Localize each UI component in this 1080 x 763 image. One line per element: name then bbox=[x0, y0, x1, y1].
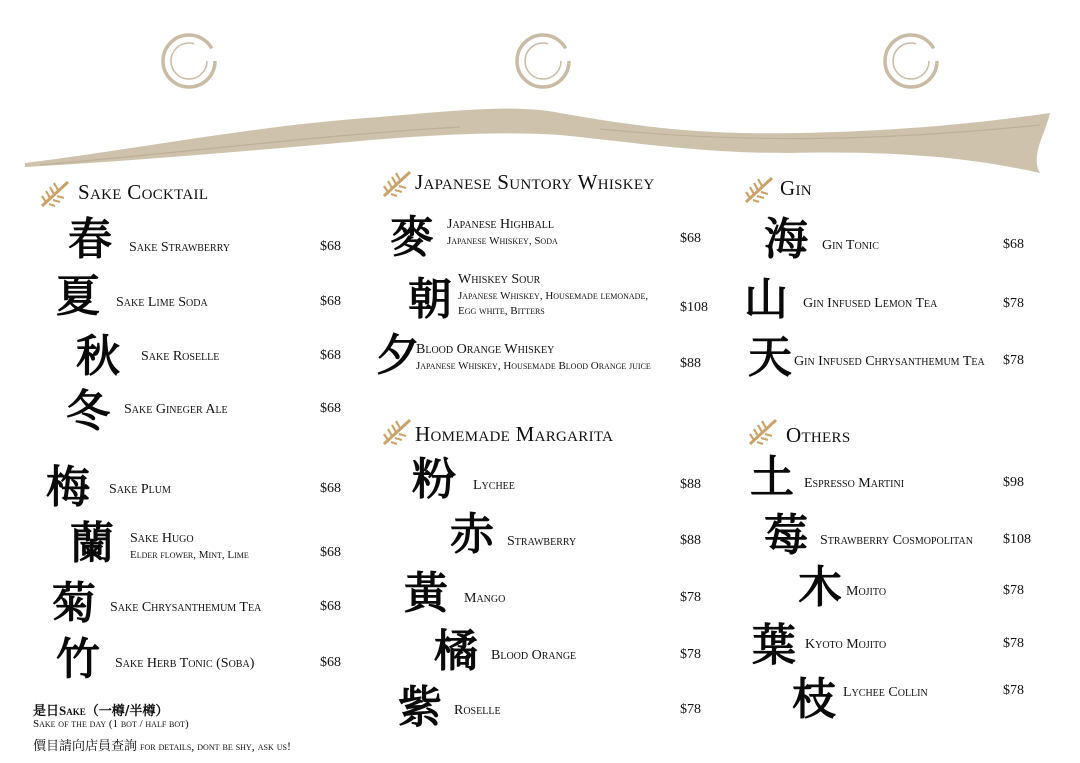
menu-item-name: Espresso Martini bbox=[804, 476, 905, 491]
menu-item-name: Sake Hugo bbox=[130, 531, 194, 546]
menu-item-name: Sake Plum bbox=[109, 482, 171, 497]
menu-item-name: Sake Gineger Ale bbox=[124, 402, 228, 417]
menu-item-price: $78 bbox=[1003, 636, 1024, 651]
menu-item-price: $68 bbox=[1003, 237, 1024, 252]
kanji-glyph: 紫 bbox=[398, 682, 442, 733]
sake-of-the-day-portion: （一樽/半樽） bbox=[85, 704, 169, 719]
menu-item-price: $108 bbox=[680, 300, 708, 315]
menu-item-price: $78 bbox=[680, 590, 701, 605]
menu-item-name: Roselle bbox=[454, 703, 501, 718]
menu-item-price: $78 bbox=[1003, 683, 1024, 698]
menu-item-price: $68 bbox=[320, 239, 341, 254]
menu-item-price: $78 bbox=[680, 647, 701, 662]
menu-item-name: Sake Lime Soda bbox=[116, 295, 208, 310]
menu-item-name: Mojito bbox=[846, 584, 887, 599]
kanji-glyph: 枝 bbox=[792, 674, 836, 725]
sake-of-the-day-subtitle: Sake of the day (1 bot / half bot) bbox=[33, 718, 189, 730]
menu-item-name: Mango bbox=[464, 591, 506, 606]
menu-item-price: $68 bbox=[320, 599, 341, 614]
menu-item-name: Blood Orange Whiskey bbox=[416, 342, 555, 357]
sake-of-the-day-title bbox=[33, 700, 169, 719]
wheat-brush-icon bbox=[742, 172, 776, 206]
menu-item-price: $68 bbox=[320, 481, 341, 496]
menu-item-price: $88 bbox=[680, 477, 701, 492]
kanji-glyph: 春 bbox=[68, 214, 112, 265]
menu-item-description: Japanese Whiskey, Housemade Blood Orange juice bbox=[416, 360, 651, 372]
menu-item-price: $68 bbox=[320, 348, 341, 363]
menu-item-name: Gin Infused Lemon Tea bbox=[803, 296, 938, 311]
wheat-brush-icon bbox=[746, 414, 780, 448]
sake-of-the-day-en: Sake bbox=[59, 703, 86, 718]
kanji-glyph: 葉 bbox=[752, 620, 796, 671]
section-title-sake-cocktail: Sake Cocktail bbox=[78, 180, 209, 204]
kanji-glyph: 橘 bbox=[434, 626, 478, 677]
section-title-gin: Gin bbox=[780, 176, 812, 200]
menu-item-price: $88 bbox=[680, 356, 701, 371]
menu-item-price: $78 bbox=[1003, 353, 1024, 368]
menu-item-price: $68 bbox=[680, 231, 701, 246]
wheat-brush-icon bbox=[380, 166, 414, 200]
menu-item-price: $78 bbox=[1003, 296, 1024, 311]
kanji-glyph: 蘭 bbox=[70, 518, 114, 569]
kanji-glyph: 秋 bbox=[76, 331, 120, 382]
menu-item-name: Lychee Collin bbox=[843, 685, 928, 700]
menu-item-description: Egg white, Bitters bbox=[458, 305, 545, 317]
menu-item-name: Sake Chrysanthemum Tea bbox=[110, 600, 262, 615]
menu-item-price: $88 bbox=[680, 533, 701, 548]
menu-item-name: Kyoto Mojito bbox=[805, 637, 887, 652]
section-title-others: Others bbox=[786, 423, 851, 447]
kanji-glyph: 木 bbox=[798, 562, 842, 613]
menu-item-name: Gin Tonic bbox=[822, 238, 879, 253]
menu-item-price: $78 bbox=[1003, 583, 1024, 598]
menu-item-price: $68 bbox=[320, 655, 341, 670]
kanji-glyph: 冬 bbox=[66, 386, 110, 437]
menu-item-name: Lychee bbox=[473, 478, 515, 493]
enso-circle-icon bbox=[882, 32, 940, 90]
kanji-glyph: 麥 bbox=[390, 212, 434, 263]
enso-circle-icon bbox=[160, 32, 218, 90]
kanji-glyph: 莓 bbox=[764, 510, 808, 561]
menu-item-description: Japanese Whiskey, Soda bbox=[447, 235, 558, 247]
menu-item-price: $68 bbox=[320, 545, 341, 560]
kanji-glyph: 粉 bbox=[412, 454, 456, 505]
menu-item-name: Sake Roselle bbox=[141, 349, 220, 364]
menu-item-price: $78 bbox=[680, 702, 701, 717]
menu-item-name: Sake Herb Tonic (Soba) bbox=[115, 656, 255, 671]
kanji-glyph: 夕 bbox=[376, 330, 420, 381]
sake-of-the-day-cn: 是日 bbox=[33, 704, 60, 719]
kanji-glyph: 夏 bbox=[56, 271, 100, 322]
kanji-glyph: 天 bbox=[748, 332, 792, 383]
kanji-glyph: 赤 bbox=[450, 509, 494, 560]
wheat-brush-icon bbox=[38, 176, 72, 210]
section-title-margarita: Homemade Margarita bbox=[415, 422, 614, 446]
wheat-brush-icon bbox=[380, 414, 414, 448]
kanji-glyph: 菊 bbox=[52, 578, 96, 629]
kanji-glyph: 海 bbox=[764, 214, 808, 265]
enso-circle-icon bbox=[514, 32, 572, 90]
menu-item-name: Blood Orange bbox=[491, 648, 577, 663]
menu-item-name: Strawberry bbox=[507, 534, 577, 549]
kanji-glyph: 朝 bbox=[408, 274, 452, 325]
kanji-glyph: 黃 bbox=[404, 568, 448, 619]
menu-item-price: $68 bbox=[320, 401, 341, 416]
menu-item-name: Whiskey Sour bbox=[458, 272, 541, 287]
menu-item-name: Japanese Highball bbox=[447, 217, 555, 232]
price-inquiry-note bbox=[33, 735, 291, 754]
kanji-glyph: 山 bbox=[744, 274, 788, 325]
menu-item-name: Sake Strawberry bbox=[129, 240, 231, 255]
section-title-whiskey: Japanese Suntory Whiskey bbox=[415, 170, 655, 194]
kanji-glyph: 竹 bbox=[56, 634, 100, 685]
menu-item-price: $108 bbox=[1003, 532, 1031, 547]
price-inquiry-en: for details, dont be shy, ask us! bbox=[140, 739, 291, 753]
kanji-glyph: 土 bbox=[750, 452, 794, 503]
kanji-glyph: 梅 bbox=[46, 462, 90, 513]
menu-item-description: Elder flower, Mint, Lime bbox=[130, 549, 249, 561]
menu-item-description: Japanese Whiskey, Housemade lemonade, bbox=[458, 290, 649, 302]
menu-item-name: Strawberry Cosmopolitan bbox=[820, 533, 973, 548]
menu-item-price: $98 bbox=[1003, 475, 1024, 490]
menu-item-price: $68 bbox=[320, 294, 341, 309]
menu-item-name: Gin Infused Chrysanthemum Tea bbox=[794, 354, 985, 369]
price-inquiry-cn: 價目請向店員查詢 bbox=[33, 739, 138, 754]
